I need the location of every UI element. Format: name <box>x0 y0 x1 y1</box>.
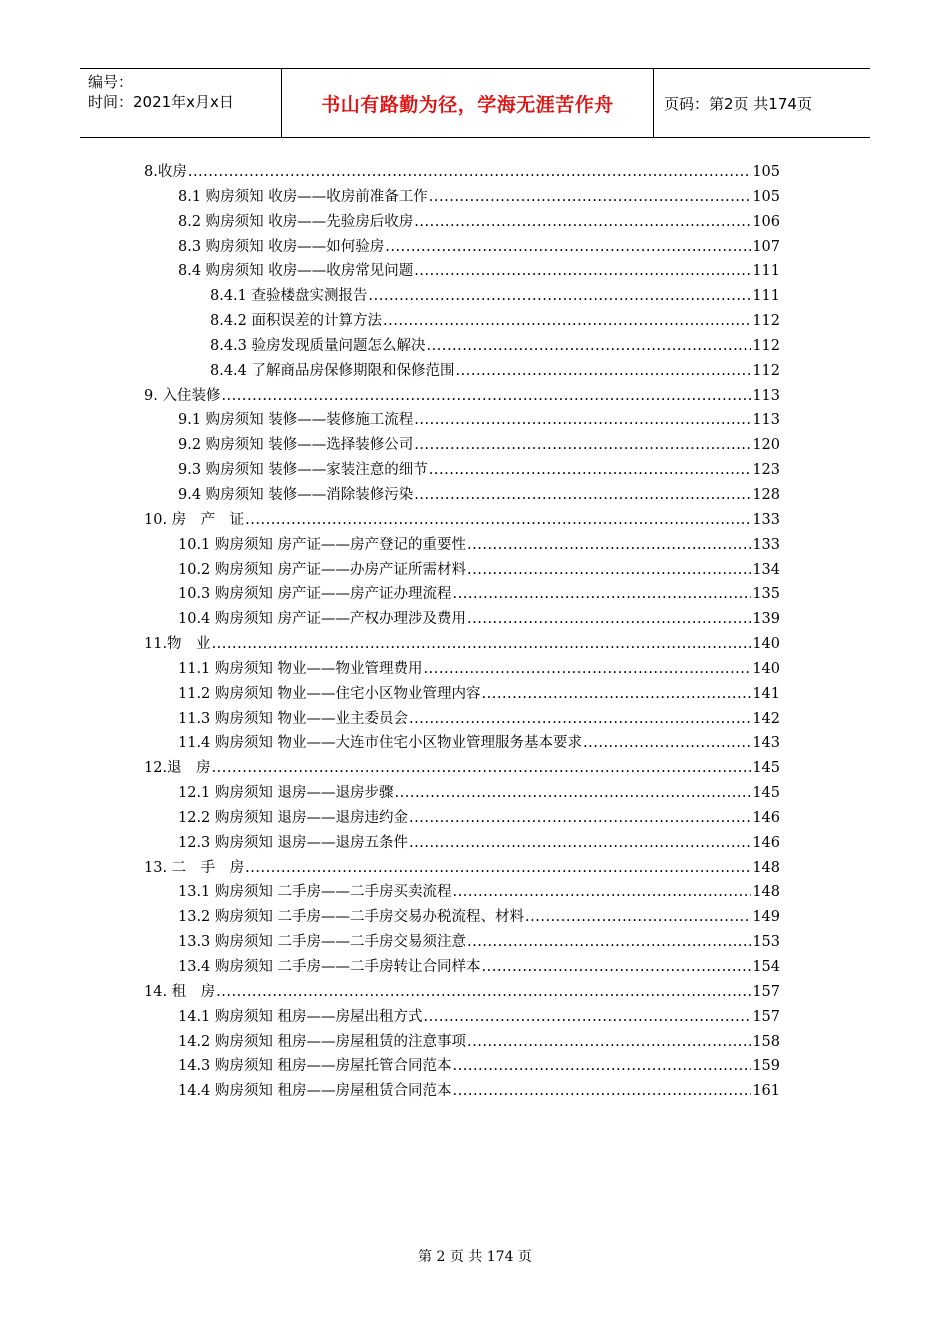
toc-entry[interactable] <box>144 731 780 756</box>
toc-entry-title: 10. 房 产 证 <box>144 511 245 528</box>
toc-entry-page-number: 107 <box>752 238 780 255</box>
toc-entry-title: 10.2 购房须知 房产证——办房产证所需材料 <box>178 561 467 578</box>
toc-entry-page-number: 111 <box>752 263 780 280</box>
toc-entry[interactable] <box>144 259 780 284</box>
toc-leader-dots <box>525 905 751 930</box>
toc-entry[interactable] <box>144 955 780 980</box>
toc-entry-page-number: 161 <box>752 1083 780 1100</box>
document-date: 时间：2021年x月x日 <box>88 93 234 111</box>
toc-entry[interactable] <box>144 433 780 458</box>
toc-entry-title: 11.4 购房须知 物业——大连市住宅小区物业管理服务基本要求 <box>178 735 583 752</box>
toc-entry[interactable] <box>144 384 780 409</box>
toc-entry[interactable] <box>144 309 780 334</box>
toc-leader-dots <box>467 533 751 558</box>
toc-leader-dots <box>424 657 752 682</box>
toc-entry-page-number: 146 <box>752 809 780 826</box>
toc-entry-title: 8.4.1 查验楼盘实测报告 <box>210 288 368 305</box>
toc-entry-page-number: 154 <box>752 959 780 975</box>
toc-entry-page-number: 145 <box>752 760 780 777</box>
toc-entry[interactable] <box>144 806 780 831</box>
toc-entry-page-number: 139 <box>752 611 780 628</box>
toc-entry-title: 8.2 购房须知 收房——先验房后收房 <box>178 213 414 230</box>
toc-leader-dots <box>414 483 751 508</box>
toc-entry[interactable] <box>144 1030 780 1055</box>
toc-leader-dots <box>467 607 751 632</box>
toc-entry[interactable] <box>144 756 780 781</box>
toc-entry-page-number: 146 <box>752 834 780 851</box>
toc-entry[interactable] <box>144 657 780 682</box>
toc-entry-title: 9.4 购房须知 装修——消除装修污染 <box>178 486 414 503</box>
toc-entry[interactable] <box>144 235 780 260</box>
toc-entry-page-number: 113 <box>752 412 780 429</box>
toc-entry-title: 11.3 购房须知 物业——业主委员会 <box>178 710 409 727</box>
toc-leader-dots <box>453 880 752 905</box>
toc-entry-page-number: 134 <box>752 561 780 578</box>
toc-entry[interactable] <box>144 558 780 583</box>
toc-entry[interactable] <box>144 856 780 881</box>
toc-leader-dots <box>216 980 751 1005</box>
toc-entry[interactable] <box>144 284 780 309</box>
toc-entry-page-number: 153 <box>752 934 780 951</box>
toc-entry-title: 9.2 购房须知 装修——选择装修公司 <box>178 437 414 454</box>
toc-entry-page-number: 135 <box>752 586 780 603</box>
toc-entry-page-number: 141 <box>752 685 780 702</box>
toc-entry-page-number: 143 <box>752 735 780 752</box>
toc-entry[interactable] <box>144 905 780 930</box>
toc-leader-dots <box>245 508 751 533</box>
toc-leader-dots <box>414 433 751 458</box>
toc-entry[interactable] <box>144 582 780 607</box>
toc-entry-page-number: 159 <box>752 1058 780 1075</box>
page-footer: 第 2 页 共 174 页 <box>418 1249 532 1265</box>
toc-entry[interactable] <box>144 359 780 384</box>
toc-leader-dots <box>424 1005 752 1030</box>
header-page-info: 页码：第2页 共174页 <box>664 94 812 113</box>
toc-leader-dots <box>583 731 751 756</box>
toc-entry-title: 8.4.2 面积误差的计算方法 <box>210 313 383 330</box>
toc-entry-title: 14. 租 房 <box>144 983 216 1000</box>
toc-leader-dots <box>212 756 752 781</box>
toc-entry-page-number: 140 <box>752 636 780 653</box>
toc-leader-dots <box>212 632 752 657</box>
toc-entry-title: 8.收房 <box>144 164 187 180</box>
toc-entry-title: 9. 入住装修 <box>144 387 221 404</box>
toc-entry-title: 12.2 购房须知 退房——退房违约金 <box>178 809 409 826</box>
toc-leader-dots <box>453 1054 752 1079</box>
toc-entry[interactable] <box>144 408 780 433</box>
toc-entry-title: 11.2 购房须知 物业——住宅小区物业管理内容 <box>178 685 481 702</box>
toc-entry[interactable] <box>144 682 780 707</box>
toc-entry-page-number: 158 <box>752 1033 780 1050</box>
header-motto: 书山有路勤为径，学海无涯苦作舟 <box>281 69 654 137</box>
toc-entry-page-number: 105 <box>752 188 780 205</box>
toc-leader-dots <box>409 831 751 856</box>
toc-entry-page-number: 145 <box>752 785 780 802</box>
toc-entry-page-number: 105 <box>752 164 780 180</box>
toc-entry[interactable] <box>144 831 780 856</box>
toc-entry-page-number: 149 <box>752 909 780 926</box>
toc-leader-dots <box>369 284 752 309</box>
toc-entry-title: 13.4 购房须知 二手房——二手房转让合同样本 <box>178 959 481 975</box>
toc-leader-dots <box>467 930 751 955</box>
toc-entry-page-number: 120 <box>752 437 780 454</box>
toc-entry-title: 14.3 购房须知 租房——房屋托管合同范本 <box>178 1058 452 1075</box>
toc-entry-title: 9.1 购房须知 装修——装修施工流程 <box>178 412 414 429</box>
toc-leader-dots <box>427 334 752 359</box>
toc-entry-title: 12.1 购房须知 退房——退房步骤 <box>178 785 394 802</box>
toc-entry-title: 13.1 购房须知 二手房——二手房买卖流程 <box>178 884 452 901</box>
toc-entry-title: 8.4.4 了解商品房保修期限和保修范围 <box>210 362 455 379</box>
toc-entry-title: 14.2 购房须知 租房——房屋租赁的注意事项 <box>178 1033 467 1050</box>
toc-entry[interactable] <box>144 210 780 235</box>
toc-entry-title: 13. 二 手 房 <box>144 859 245 876</box>
toc-entry[interactable] <box>144 458 780 483</box>
toc-entry-title: 10.3 购房须知 房产证——房产证办理流程 <box>178 586 452 603</box>
toc-leader-dots <box>482 682 752 707</box>
toc-leader-dots <box>221 384 751 409</box>
toc-entry-page-number: 133 <box>752 536 780 553</box>
toc-leader-dots <box>414 259 751 284</box>
toc-entry-page-number: 123 <box>752 462 780 479</box>
toc-entry-page-number: 148 <box>752 859 780 876</box>
document-number-label: 编号： <box>88 73 134 91</box>
toc-entry[interactable] <box>144 1005 780 1030</box>
toc-leader-dots <box>453 1079 752 1104</box>
table-of-contents <box>144 160 780 1104</box>
toc-leader-dots <box>385 235 751 260</box>
toc-leader-dots <box>453 582 752 607</box>
toc-entry[interactable] <box>144 334 780 359</box>
toc-leader-dots <box>467 558 751 583</box>
toc-entry-title: 14.1 购房须知 租房——房屋出租方式 <box>178 1008 423 1025</box>
toc-entry-title: 11.1 购房须知 物业——物业管理费用 <box>178 660 423 677</box>
toc-entry[interactable] <box>144 483 780 508</box>
toc-leader-dots <box>414 210 751 235</box>
toc-leader-dots <box>383 309 751 334</box>
toc-entry[interactable] <box>144 632 780 657</box>
toc-leader-dots <box>409 707 751 732</box>
toc-entry[interactable] <box>144 980 780 1005</box>
toc-leader-dots <box>188 160 751 185</box>
toc-leader-dots <box>429 185 752 210</box>
toc-entry-page-number: 112 <box>752 313 780 330</box>
toc-entry[interactable] <box>144 1054 780 1079</box>
toc-entry-title: 10.4 购房须知 房产证——产权办理涉及费用 <box>178 611 467 628</box>
header-meta <box>80 69 281 137</box>
toc-entry[interactable] <box>144 607 780 632</box>
toc-entry-title: 8.3 购房须知 收房——如何验房 <box>178 238 385 255</box>
toc-entry[interactable] <box>144 1079 780 1104</box>
toc-entry-page-number: 148 <box>752 884 780 901</box>
toc-leader-dots <box>409 806 751 831</box>
toc-entry-title: 13.2 购房须知 二手房——二手房交易办税流程、材料 <box>178 909 525 926</box>
toc-entry[interactable] <box>144 781 780 806</box>
toc-entry-page-number: 112 <box>752 362 780 379</box>
page-header <box>80 68 870 138</box>
toc-entry-page-number: 157 <box>752 1008 780 1025</box>
toc-entry-page-number: 111 <box>752 288 780 305</box>
toc-entry-title: 10.1 购房须知 房产证——房产登记的重要性 <box>178 536 467 553</box>
toc-entry[interactable] <box>144 707 780 732</box>
toc-entry-page-number: 106 <box>752 213 780 230</box>
toc-leader-dots <box>429 458 752 483</box>
toc-entry-page-number: 128 <box>752 486 780 503</box>
toc-leader-dots <box>395 781 752 806</box>
toc-entry-title: 12.退 房 <box>144 760 211 777</box>
toc-entry[interactable] <box>144 160 780 185</box>
toc-entry-page-number: 157 <box>752 983 780 1000</box>
toc-entry-page-number: 140 <box>752 660 780 677</box>
toc-entry-title: 11.物 业 <box>144 636 211 653</box>
toc-entry[interactable] <box>144 508 780 533</box>
toc-entry-title: 12.3 购房须知 退房——退房五条件 <box>178 834 409 851</box>
toc-entry-title: 8.1 购房须知 收房——收房前准备工作 <box>178 188 428 205</box>
toc-entry[interactable] <box>144 880 780 905</box>
toc-entry-title: 8.4.3 验房发现质量问题怎么解决 <box>210 337 426 354</box>
toc-entry-page-number: 133 <box>752 511 780 528</box>
toc-entry[interactable] <box>144 533 780 558</box>
toc-entry[interactable] <box>144 930 780 955</box>
toc-entry-title: 8.4 购房须知 收房——收房常见问题 <box>178 263 414 280</box>
toc-leader-dots <box>245 856 751 881</box>
toc-entry-page-number: 142 <box>752 710 780 727</box>
toc-leader-dots <box>467 1030 751 1055</box>
toc-entry-title: 9.3 购房须知 装修——家装注意的细节 <box>178 462 428 479</box>
toc-entry-page-number: 113 <box>752 387 780 404</box>
toc-entry[interactable] <box>144 185 780 210</box>
toc-leader-dots <box>456 359 752 384</box>
toc-entry-title: 13.3 购房须知 二手房——二手房交易须注意 <box>178 934 467 951</box>
toc-entry-title: 14.4 购房须知 租房——房屋租赁合同范本 <box>178 1083 452 1100</box>
toc-leader-dots <box>482 955 752 980</box>
toc-entry-page-number: 112 <box>752 337 780 354</box>
toc-leader-dots <box>414 408 751 433</box>
